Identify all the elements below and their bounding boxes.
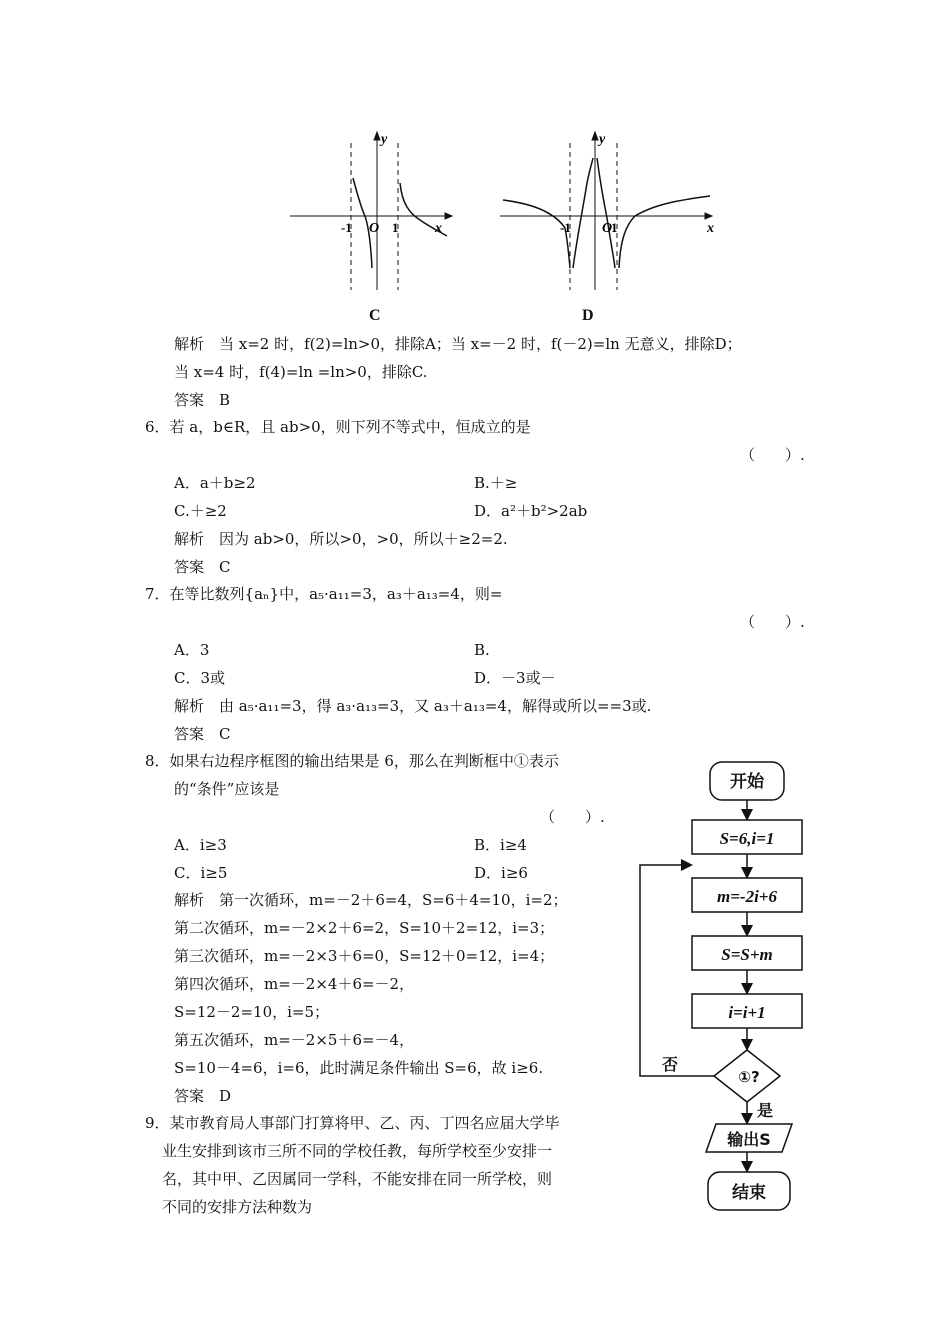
output-label: 输出S: [727, 1130, 771, 1149]
x-label: x: [435, 221, 442, 236]
graph-d-caption: D: [582, 307, 594, 324]
q6-option-c: C.＋≥2: [174, 502, 227, 520]
q8-option-c: C．i≥5: [174, 864, 228, 882]
q8-analysis-6: 第五次循环，m=－2×5＋6=－4，: [174, 1031, 415, 1049]
m-label: m=-2i+6: [717, 887, 777, 906]
y-label: y: [381, 132, 388, 147]
q7-analysis: 解析 由 a₅·a₁₁=3，得 a₃·a₁₃=3，又 a₃＋a₁₃=4，解得或所以==3或.: [174, 697, 652, 715]
q6-stem: 6．若 a，b∈R，且 ab>0，则下列不等式中，恒成立的是: [145, 418, 531, 436]
graph-c-caption: C: [369, 307, 381, 324]
q7-option-b: B.: [474, 641, 490, 659]
q6-option-b: B.＋≥: [474, 474, 518, 492]
end-label: 结束: [732, 1183, 766, 1203]
i-label: i=i+1: [728, 1003, 766, 1022]
q7-option-a: A．3: [174, 641, 210, 659]
q5-analysis-1: 解析 当 x=2 时，f(2)=ln>0，排除A；当 x=－2 时，f(－2)=ln 无意义，排除D；: [174, 335, 742, 353]
y-label: y: [599, 132, 606, 147]
q8-analysis-3: 第三次循环，m=－2×3＋6=0，S=12＋0=12，i=4；: [174, 947, 555, 965]
q8-option-b: B．i≥4: [474, 836, 527, 854]
q9-stem-2: 业生安排到该市三所不同的学校任教，每所学校至少安排一: [162, 1142, 553, 1160]
q9-stem-3: 名，其中甲、乙因属同一学科，不能安排在同一所学校，则: [162, 1170, 553, 1188]
q8-analysis-2: 第二次循环，m=－2×2＋6=2，S=10＋2=12，i=3；: [174, 919, 555, 937]
q8-analysis-7: S=10－4=6，i=6，此时满足条件输出 S=6，故 i≥6.: [174, 1059, 544, 1077]
q8-option-a: A．i≥3: [174, 836, 227, 854]
q8-option-d: D．i≥6: [474, 864, 528, 882]
q9-stem-4: 不同的安排方法种数为: [162, 1198, 313, 1216]
q5-answer: 答案 B: [174, 391, 231, 409]
start-label: 开始: [730, 772, 764, 792]
q8-stem-1: 8．如果右边程序框图的输出结果是 6，那么在判断框中①表示: [145, 752, 559, 770]
q8-analysis-1: 解析 第一次循环，m=－2＋6=4，S=6＋4=10，i=2；: [174, 891, 568, 909]
q7-stem: 7．在等比数列{aₙ}中，a₅·a₁₁=3，a₃＋a₁₃=4，则=: [145, 585, 503, 603]
graph-d: [495, 128, 725, 298]
q8-analysis-5: S=12－2=10，i=5；: [174, 1003, 330, 1021]
q6-option-d: D．a²＋b²>2ab: [474, 502, 588, 520]
x-label: x: [707, 221, 714, 236]
origin-label: O: [602, 221, 613, 236]
init-label: S=6,i=1: [719, 829, 775, 848]
y-arrow: [592, 132, 598, 140]
curve-far-right: [619, 196, 710, 268]
q9-stem-1: 9．某市教育局人事部门打算将甲、乙、丙、丁四名应届大学毕: [145, 1114, 560, 1132]
q6-analysis: 解析 因为 ab>0，所以>0，>0，所以＋≥2=2.: [174, 530, 508, 548]
tick-neg: -1: [341, 220, 352, 235]
q8-answer: 答案 D: [174, 1087, 232, 1105]
tick-pos: 1: [611, 220, 618, 235]
tick-neg: -1: [560, 220, 571, 235]
x-arrow: [705, 213, 712, 219]
q6-bracket: （ ）.: [740, 446, 805, 464]
yes-label: 是: [756, 1101, 774, 1120]
q5-analysis-2: 当 x=4 时，f(4)=ln =ln>0，排除C.: [174, 363, 428, 381]
q8-bracket: （ ）.: [540, 808, 605, 826]
cond-label: ①?: [738, 1068, 760, 1086]
graph-c: [285, 128, 455, 298]
q7-option-d: D．－3或－: [474, 669, 556, 687]
q7-option-c: C．3或: [174, 669, 226, 687]
q7-answer: 答案 C: [174, 725, 231, 743]
q8-stem-2: 的“条件”应该是: [174, 780, 280, 798]
curve-mid-left: [573, 158, 593, 268]
q8-analysis-4: 第四次循环，m=－2×4＋6=－2，: [174, 975, 415, 993]
y-arrow: [374, 132, 380, 140]
curve-mid-right: [597, 158, 615, 268]
origin-label: O: [369, 221, 380, 236]
tick-pos: 1: [392, 220, 399, 235]
no-label: 否: [661, 1055, 679, 1074]
x-arrow: [445, 213, 452, 219]
flowchart: [632, 758, 822, 1218]
q6-answer: 答案 C: [174, 558, 231, 576]
q6-option-a: A．a＋b≥2: [174, 474, 256, 492]
s-label: S=S+m: [721, 945, 773, 964]
q7-bracket: （ ）.: [740, 613, 805, 631]
